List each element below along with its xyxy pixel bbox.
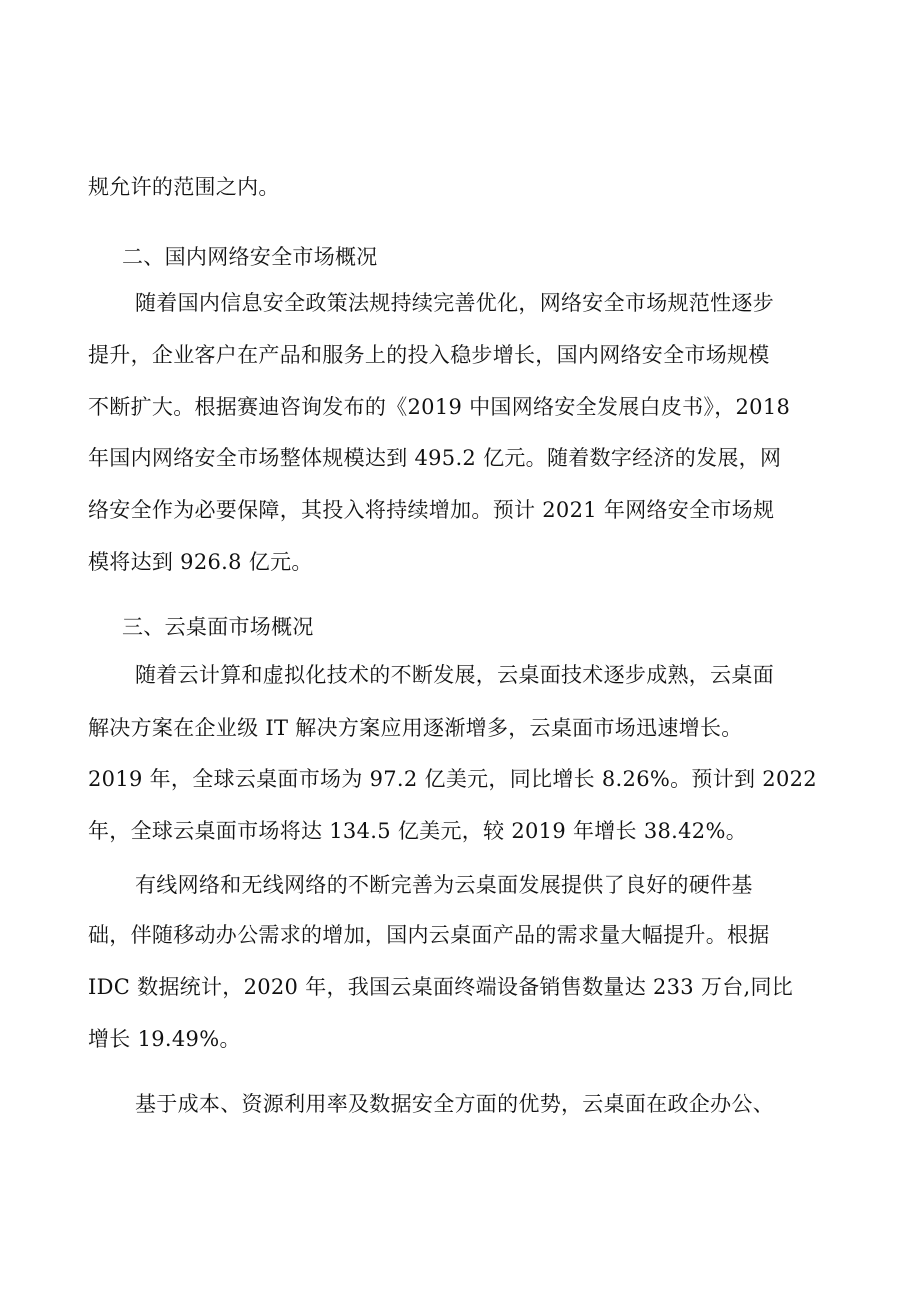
paragraph-line: 不断扩大。根据赛迪咨询发布的《2019 中国网络安全发展白皮书》，2018: [88, 395, 791, 419]
paragraph-line: 2019 年，全球云桌面市场为 97.2 亿美元，同比增长 8.26%。预计到 2022: [88, 767, 817, 791]
section-heading: 二、国内网络安全市场概况: [122, 245, 378, 269]
paragraph-line: 础，伴随移动办公需求的增加，国内云桌面产品的需求量大幅提升。根据: [88, 923, 770, 947]
paragraph-line: 有线网络和无线网络的不断完善为云桌面发展提供了良好的硬件基: [135, 873, 753, 897]
paragraph-line: 增长 19.49%。: [88, 1027, 241, 1051]
paragraph-line: 随着国内信息安全政策法规持续完善优化，网络安全市场规范性逐步: [135, 291, 774, 315]
paragraph-line: 年国内网络安全市场整体规模达到 495.2 亿元。随着数字经济的发展，网: [88, 446, 782, 470]
paragraph-line: IDC 数据统计，2020 年，我国云桌面终端设备销售数量达 233 万台,同比: [88, 975, 794, 999]
paragraph-line: 提升，企业客户在产品和服务上的投入稳步增长，国内网络安全市场规模: [88, 343, 770, 367]
paragraph-line: 年，全球云桌面市场将达 134.5 亿美元，较 2019 年增长 38.42%。: [88, 819, 748, 843]
paragraph-line: 基于成本、资源利用率及数据安全方面的优势，云桌面在政企办公、: [135, 1092, 774, 1116]
paragraph-line: 规允许的范围之内。: [88, 175, 280, 199]
section-heading: 三、云桌面市场概况: [122, 615, 314, 639]
paragraph-line: 络安全作为必要保障，其投入将持续增加。预计 2021 年网络安全市场规: [88, 498, 775, 522]
paragraph-line: 解决方案在企业级 IT 解决方案应用逐渐增多，云桌面市场迅速增长。: [88, 716, 743, 740]
paragraph-line: 模将达到 926.8 亿元。: [88, 550, 313, 574]
paragraph-line: 随着云计算和虚拟化技术的不断发展，云桌面技术逐步成熟，云桌面: [135, 663, 774, 687]
